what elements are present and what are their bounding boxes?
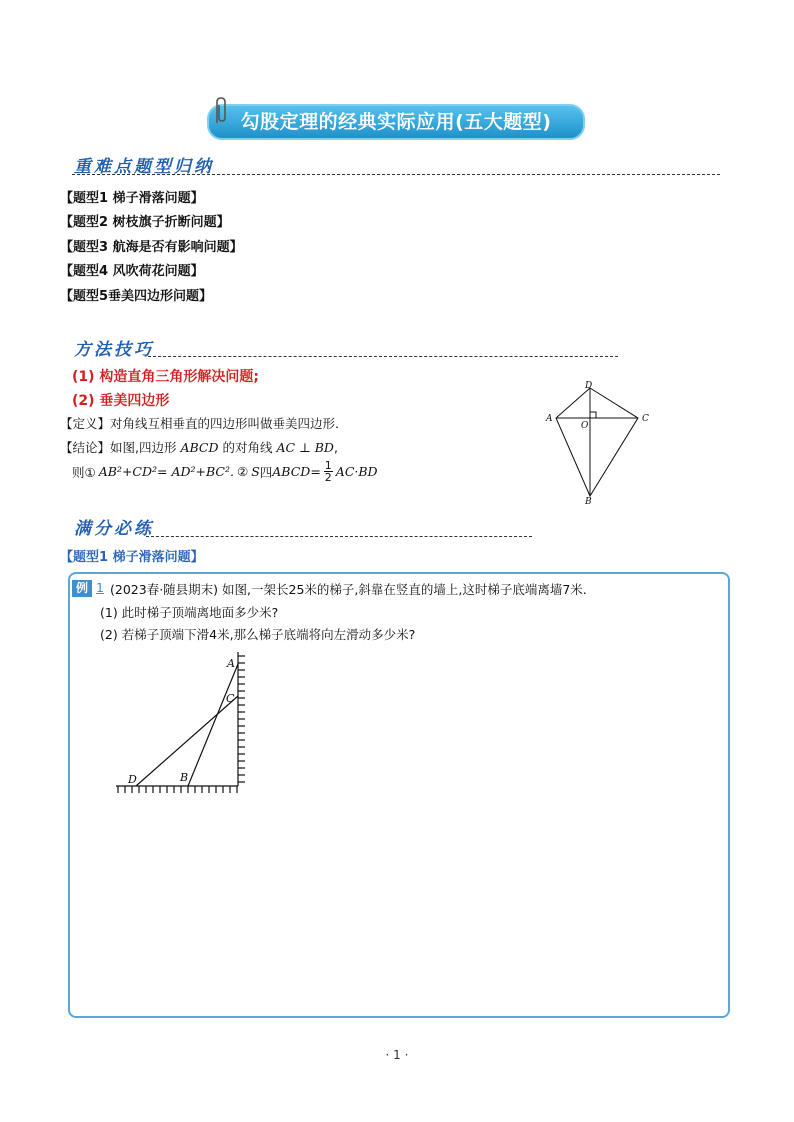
conclusion-text-a: 如图,四边形 [110, 440, 181, 455]
ladder-diagram [108, 650, 253, 800]
formula-2-abcd: ABCD [272, 464, 311, 479]
kite-diagram [540, 378, 660, 508]
example-number: 1 [96, 580, 104, 595]
paperclip-icon [210, 96, 232, 126]
section-divider [146, 536, 532, 537]
page-number: · 1 · [385, 1048, 409, 1062]
ladder-label-c: C [226, 692, 235, 705]
ladder-label-b: B [180, 771, 189, 784]
method-1: (1) 构造直角三角形解决问题; [72, 369, 260, 385]
definition-line [60, 414, 339, 432]
kite-outline [556, 388, 638, 496]
formula-circle-2: ② [236, 464, 249, 479]
example-tag: 例 [72, 580, 92, 597]
example-question-2: (2) 若梯子顶端下滑4米,那么梯子底端将向左滑动多少米? [100, 627, 416, 642]
definition-text: 对角线互相垂直的四边形叫做垂美四边形. [110, 416, 339, 431]
formula-2-s: S [251, 464, 260, 479]
fraction-numerator: 1 [324, 459, 332, 472]
quad-name: ABCD [180, 440, 219, 455]
definition-tag: 【定义】 [60, 416, 111, 431]
formula-2-tail: AC·BD [335, 464, 378, 479]
kite-label-c: C [642, 414, 649, 424]
section-key-types-heading: 重难点题型归纳 [74, 157, 214, 177]
perp-relation: AC ⊥ BD [276, 440, 334, 455]
kite-label-a: A [546, 414, 553, 424]
formula-1: AB²+CD²= AD²+BC². [98, 464, 234, 479]
fraction-half [324, 460, 333, 483]
practice-subhead: 【题型1 梯子滑落问题】 [60, 550, 204, 565]
kite-label-o: O [581, 421, 589, 431]
section-divider [72, 174, 720, 175]
formula-2-eq: = [310, 464, 321, 479]
right-angle-mark [590, 412, 596, 418]
type-list-item-3: 【题型3 航海是否有影响问题】 [60, 240, 243, 255]
title-banner [207, 104, 585, 140]
ladder-ab [188, 664, 238, 786]
fraction-denominator: 2 [324, 471, 332, 484]
conclusion-line [60, 438, 338, 456]
section-divider [148, 356, 618, 357]
ladder-label-d: D [128, 773, 137, 786]
example-intro: (2023春·随县期末) 如图,一架长25米的梯子,斜靠在竖直的墙上,这时梯子底端离墙7米. [110, 582, 587, 597]
section-practice-heading: 满分必练 [74, 519, 154, 539]
wall-hatching [238, 656, 245, 782]
type-list-item-2: 【题型2 树枝旗子折断问题】 [60, 215, 230, 230]
conclusion-text-b: 的对角线 [218, 440, 277, 455]
type-list-item-4: 【题型4 风吹荷花问题】 [60, 264, 204, 279]
ladder-label-a: A [227, 657, 235, 670]
type-list-item-1: 【题型1 梯子滑落问题】 [60, 191, 204, 206]
type-list-item-5: 【题型5垂美四边形问题】 [60, 289, 213, 304]
formula-line [72, 460, 378, 483]
conclusion-end: , [333, 440, 338, 455]
method-2: (2) 垂美四边形 [72, 393, 170, 409]
kite-label-b: B [585, 497, 592, 507]
kite-label-d: D [585, 381, 593, 391]
section-methods-heading: 方法技巧 [74, 340, 154, 360]
formula-prefix: 则① [72, 464, 96, 480]
conclusion-tag: 【结论】 [60, 440, 111, 455]
ground-hatching [118, 786, 237, 793]
page-title: 勾股定理的经典实际应用(五大题型) [240, 111, 552, 133]
formula-2-quad: 四 [259, 464, 273, 480]
example-question-1: (1) 此时梯子顶端离地面多少米? [100, 605, 279, 620]
